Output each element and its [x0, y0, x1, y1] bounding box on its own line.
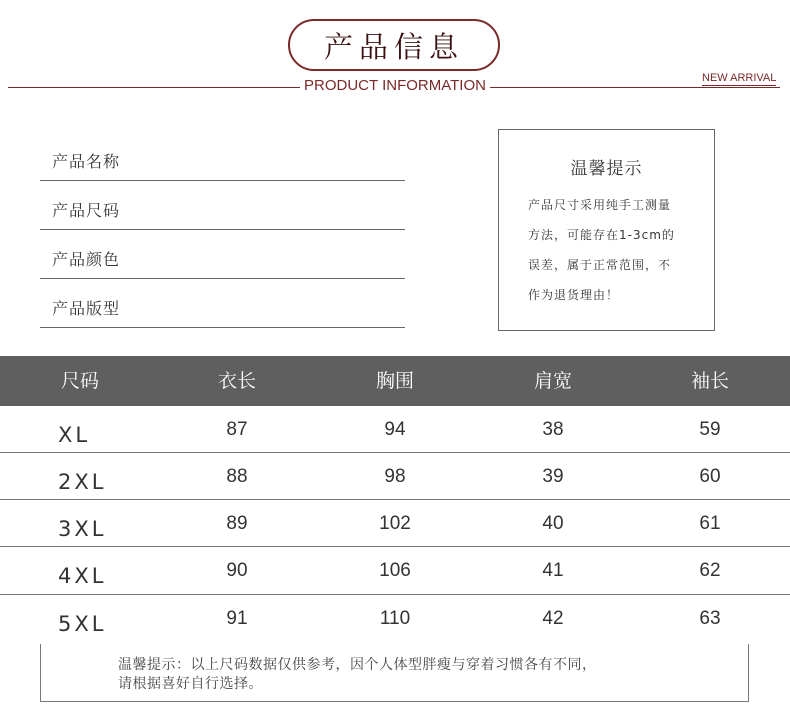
table-row	[0, 453, 790, 500]
shoulder-cell: 39	[542, 466, 564, 487]
chest-cell: 106	[379, 560, 411, 581]
footer-note-line: 请根据喜好自行选择。	[118, 676, 263, 692]
header-divider-right	[490, 87, 780, 88]
info-label: 产品尺码	[52, 201, 121, 220]
info-label: 产品颜色	[52, 250, 121, 269]
shoulder-cell: 41	[542, 560, 564, 581]
info-label: 产品版型	[52, 299, 121, 318]
chest-cell: 102	[379, 513, 411, 534]
sleeve-cell: 63	[699, 608, 721, 629]
sleeve-cell: 60	[699, 466, 721, 487]
table-row	[0, 500, 790, 547]
info-row-fit	[40, 280, 405, 328]
length-cell: 87	[226, 419, 248, 440]
table-row	[0, 595, 790, 642]
tip-line: 产品尺寸采用纯手工测量	[528, 198, 672, 212]
info-row-size	[40, 182, 405, 230]
size-cell: 5XL	[58, 612, 107, 636]
header-divider-left	[8, 87, 300, 88]
column-header-sleeve: 袖长	[690, 370, 729, 392]
info-row-color	[40, 231, 405, 279]
shoulder-cell: 40	[542, 513, 564, 534]
footer-note-line: 温馨提示：以上尺码数据仅供参考，因个人体型胖瘦与穿着习惯各有不同，	[118, 657, 597, 673]
new-arrival-tag: NEW ARRIVAL	[702, 72, 777, 84]
size-table-header	[0, 356, 790, 406]
footer-note-box	[40, 644, 749, 702]
column-header-length: 衣长	[217, 370, 256, 392]
sleeve-cell: 59	[699, 419, 721, 440]
column-header-chest: 胸围	[375, 370, 414, 392]
column-header-shoulder: 肩宽	[533, 370, 572, 392]
length-cell: 90	[226, 560, 248, 581]
shoulder-cell: 38	[542, 419, 564, 440]
table-row	[0, 406, 790, 453]
sleeve-cell: 61	[699, 513, 721, 534]
size-cell: 3XL	[58, 517, 107, 541]
length-cell: 91	[226, 608, 248, 629]
size-cell: 2XL	[58, 470, 107, 494]
length-cell: 88	[226, 466, 248, 487]
table-row	[0, 547, 790, 594]
tip-line: 作为退货理由！	[528, 288, 620, 302]
tip-line: 方法，可能存在1-3cm的	[528, 228, 675, 242]
column-header-size: 尺码	[60, 370, 99, 392]
info-label: 产品名称	[52, 152, 121, 171]
section-title: 产品信息	[288, 19, 500, 71]
chest-cell: 94	[384, 419, 406, 440]
shoulder-cell: 42	[542, 608, 564, 629]
tip-line: 误差，属于正常范围，不	[528, 258, 672, 272]
info-row-name	[40, 133, 405, 181]
tip-title: 温馨提示	[570, 159, 643, 179]
size-cell: 4XL	[58, 564, 107, 588]
sleeve-cell: 62	[699, 560, 721, 581]
chest-cell: 98	[384, 466, 406, 487]
section-subtitle: PRODUCT INFORMATION	[304, 77, 486, 94]
tip-box	[498, 129, 715, 331]
chest-cell: 110	[379, 608, 411, 629]
size-cell: XL	[58, 423, 91, 447]
length-cell: 89	[226, 513, 248, 534]
